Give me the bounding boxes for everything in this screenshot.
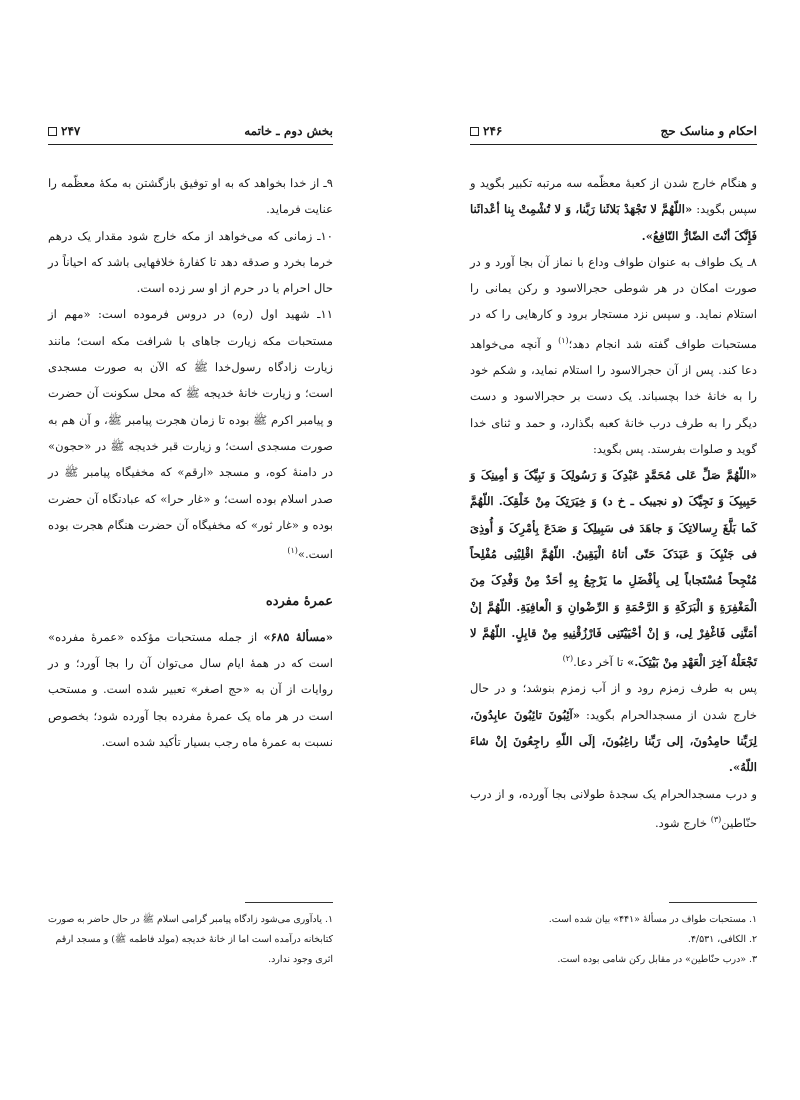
paragraph	[470, 462, 757, 675]
paragraph-text: پس به طرف زمزم رود و از آب زمزم بنوشد؛ و در حال خارج شدن از مسجدالحرام بگوید:	[470, 681, 758, 722]
footnotes-right	[470, 902, 757, 970]
header-title: بخش دوم ـ خاتمه	[244, 124, 333, 138]
footnote-marker: (۱)	[287, 546, 298, 556]
paragraph	[470, 675, 757, 780]
paragraph	[470, 249, 757, 462]
paragraph	[470, 781, 757, 836]
footnote: ۱. یادآوری می‌شود زادگاه پیامبر گرامی اسلام ﷺ در حال حاضر به صورت کتابخانه درآمده است اما از خانهٔ خدیجه (مولد فاطمه ﷺ) و مسجد ارقم اثری وجود ندارد.	[48, 914, 333, 965]
footnote-marker: (۲)	[562, 654, 574, 664]
page-number: ۲۴۶	[483, 124, 503, 138]
page-number: ۲۴۷	[61, 124, 81, 138]
footnote-marker: (۳)	[710, 814, 722, 824]
header-title: احکام و مناسک حج	[660, 124, 757, 138]
issue-label: «مسألهٔ ۶۸۵»	[263, 629, 333, 644]
footnotes-left	[48, 902, 333, 970]
page-number-block	[48, 124, 80, 138]
arabic-prayer: «اللّهُمَّ لا تَجْهَدْ بَلائَنا رَبَّنا، وَ لا تُشْمِتْ بِنا أعْدائَنا فَإِنَّکَ أنْتَ الضّارُّ النّافِعُ».	[470, 202, 757, 243]
paragraph: ۹ـ از خدا بخواهد که به او توفیق بازگشتن به مکهٔ معظّمه را عنایت فرماید.	[48, 176, 333, 217]
paragraph-text: و آنچه می‌خواهد دعا کند. پس از آن حجرالاسود را استلام نماید، و شکم خود را به خانهٔ خدا بچسباند. یک دست بر حجرالاسود و دست دیگر را به طرف درب خانهٔ کعبه بگذارد، و حمد و ثنای خدا گوید و صلوات بفرستد. پس بگوید:	[470, 336, 757, 456]
section-title: عمرهٔ مفرده	[265, 594, 333, 610]
square-icon	[48, 127, 57, 136]
paragraph	[470, 170, 757, 249]
page-number-block	[470, 124, 502, 138]
page-header-right	[470, 118, 757, 145]
page-header-left	[48, 118, 333, 145]
paragraph-text: ۸ـ یک طواف به عنوان طواف وداع با نماز آن بجا آورد و در صورت امکان در هر شوطی حجرالاسود و رکن یمانی را استلام نماید. و سپس نزد مستجار برود و کارهایی را که در مستحبات طواف گفته شد انجام دهد؛	[470, 254, 757, 351]
footnote: ۳. «درب حنّاطین» در مقابل رکن شامی بوده است.	[557, 954, 757, 965]
square-icon	[470, 127, 479, 136]
page-body-right	[470, 170, 757, 836]
paragraph: ۱۰ـ زمانی که می‌خواهد از مکه خارج شود مقدار یک درهم خرما بخرد و صدقه دهد تا کفارهٔ خلافهایی باشد که احیاناً در حال احرام یا در حرم از او سر زده است.	[48, 228, 333, 296]
paragraph-text: و هنگام خارج شدن از کعبهٔ معظّمه سه مرتبه تکبیر بگوید و سپس بگوید:	[470, 176, 758, 217]
footnote-divider	[669, 902, 757, 903]
arabic-prayer: «اللّهُمَّ صَلِّ عَلی مُحَمَّدٍ عَبْدِکَ وَ رَسُولِکَ وَ نَبِیِّکَ وَ أمِینِکَ وَ حَبِیبِکَ وَ نَجِیِّکَ (و نجیبک ـ خ د) وَ خِیَرَتِکَ مِنْ خَلْقِکَ. اللّهُمَّ کَما بَلَّغَ رِسالاتِکَ وَ جاهَدَ فی سَبِیلِکَ وَ صَدَعَ بِأمْرِکَ وَ أُوذِیَ فی جَنْبِکَ وَ عَبَدَکَ حَتّی أتاهُ الْیَقِینُ. اللّهُمَّ اقْلِبْنِی مُفْلِحاً مُنْجِحاً مُسْتَجاباً لِی بِأفْضَلِ ما یَرْجِعُ بِهِ أحَدٌ مِنْ وَفْدِکَ مِنَ الْمَغْفِرَةِ وَ الْبَرَکَةِ وَ الرَّحْمَةِ وَ الرِّضْوانِ وَ الْعافِیَةِ. اللّهُمَّ إنْ أمَتَّنِی فَاغْفِرْ لِی، وَ إنْ أحْیَیْتَنِی فَارْزُقْنِیهِ مِنْ قابِلٍ. اللّهُمَّ لا تَجْعَلْهُ آخِرَ الْعَهْدِ مِنْ بَیْتِکَ.»	[470, 468, 757, 670]
paragraph-text: ۱۱ـ شهید اول (ره) در دروس فرموده است: «مهم از مستحبات مکه زیارت جاهای با شرافت مکه است؛ مانند زیارت زادگاه رسول‌خدا ﷺ که الآن به صورت مسجدی است؛ و زیارت خانهٔ خدیجه ﷺ که محل سکونت آن حضرت و پیامبر اکرم ﷺ بوده تا زمان هجرت پیامبر ﷺ، و آن هم به صورت مسجدی است؛ و زیارت قبر خدیجه ﷺ در «حجون» در دامنهٔ کوه، و مسجد «ارقم» که مخفیگاه پیامبر ﷺ در صدر اسلام بوده است؛ و «غار حرا» که عبادتگاه آن حضرت بوده و «غار ثور» که مخفیگاه آن حضرت هنگام هجرت بوده است.»	[48, 307, 333, 562]
paragraph-text: خارج شود.	[654, 815, 711, 830]
arabic-prayer: «آئِبُونَ تائِبُونَ عابِدُونَ، لِرَبِّنا حامِدُونَ، إلی رَبِّنا راغِبُونَ، إلَی اللّهِ راجِعُونَ إنْ شاءَ اللّهُ».	[470, 707, 757, 775]
page-body-left	[48, 170, 333, 755]
paragraph	[48, 301, 333, 567]
paragraph	[48, 624, 333, 755]
footnote: ۲. الکافی، ۴/۵۳۱.	[687, 934, 757, 945]
paragraph-text: و درب مسجدالحرام یک سجدهٔ طولانی بجا آورده، و از درب حنّاطین	[470, 786, 757, 830]
issue-text: از جمله مستحبات مؤکده «عمرهٔ مفرده» است که در همهٔ ایام سال می‌توان آن را بجا آورد؛ و در روایات از آن به «حج اصغر» تعبیر شده است. و مستحب است در هر ماه یک عمرهٔ مفرده بجا آورده شود؛ بخصوص نسبت به عمرهٔ ماه رجب بسیار تأکید شده است.	[48, 629, 333, 749]
footnote-divider	[245, 902, 333, 903]
footnote-marker: (۱)	[558, 335, 569, 345]
footnote: ۱. مستحبات طواف در مسألهٔ «۴۴۱» بیان شده است.	[548, 914, 757, 925]
paragraph-text: تا آخر دعا.	[573, 655, 628, 670]
